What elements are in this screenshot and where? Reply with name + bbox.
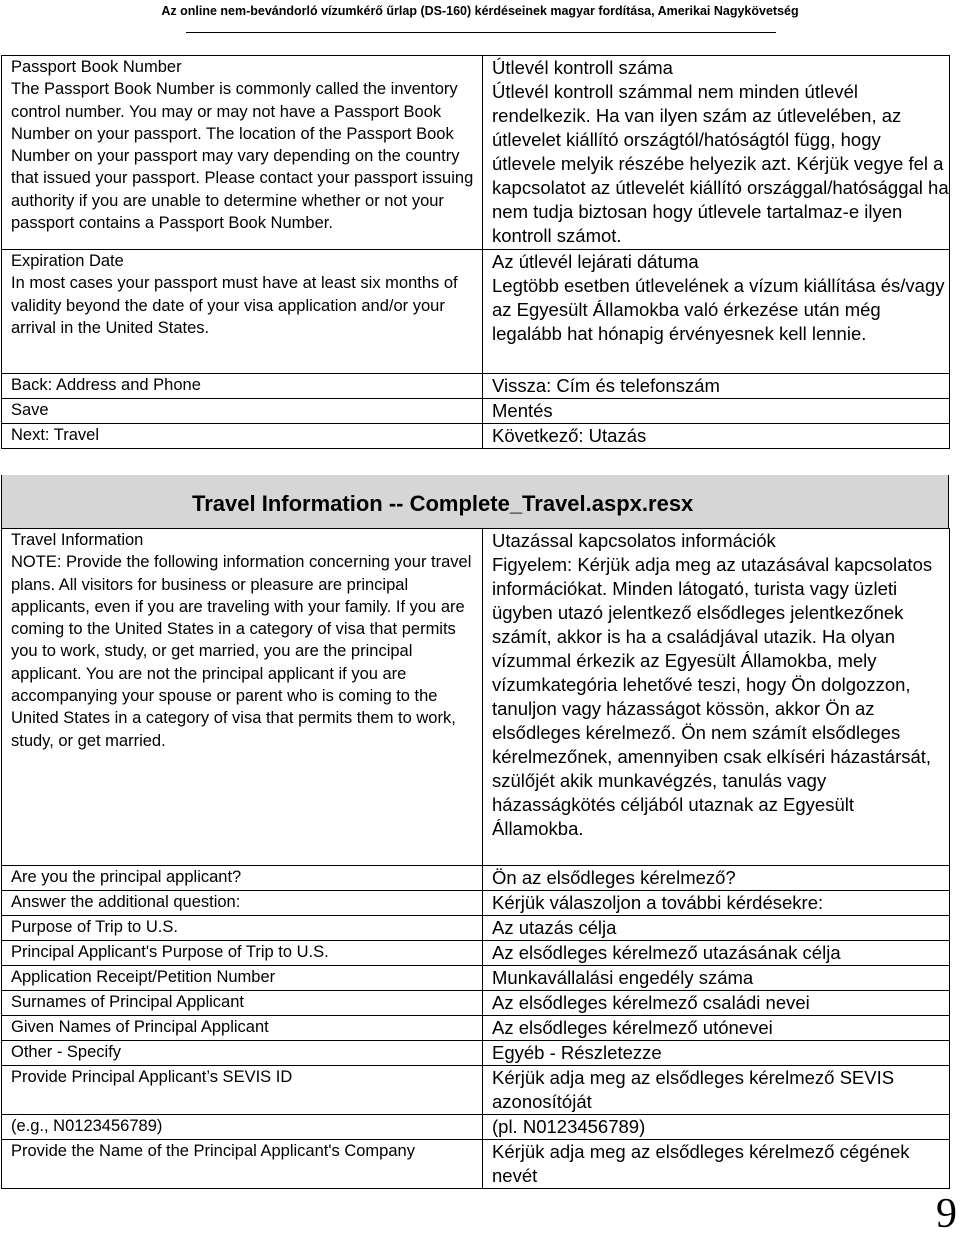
english-text-cell: Application Receipt/Petition Number [2,966,483,991]
hungarian-text-cell: Ön az elsődleges kérelmező? [483,866,950,891]
table-row [2,1066,950,1115]
hungarian-text-cell: Egyéb - Részletezze [483,1041,950,1066]
english-text-cell: Surnames of Principal Applicant [2,991,483,1016]
table-row [2,916,950,941]
table-row [2,941,950,966]
table-row [2,1140,950,1189]
english-text-cell: Answer the additional question: [2,891,483,916]
hungarian-text-cell: Mentés [483,399,950,424]
hungarian-text-cell: Az útlevél lejárati dátuma Legtöbb esetben útlevelének a vízum kiállítása és/vagy az Egyesült Államokba való érkezése után még legalább hat hónapig érvényesnek kell lennie. [483,250,950,374]
hungarian-text-cell: Kérjük válaszoljon a további kérdésekre: [483,891,950,916]
header-underline [186,32,776,33]
english-text-cell: Save [2,399,483,424]
english-text-cell: Next: Travel [2,424,483,449]
hungarian-text-cell: Az elsődleges kérelmező utazásának célja [483,941,950,966]
table-row [2,250,950,374]
table-row [2,891,950,916]
english-text-cell: Passport Book Number The Passport Book Number is commonly called the inventory control number. You may or may not have a Passport Book Number on your passport. The location of the Passport Book Number on your passport may vary depending on the country that issued your passport. Please contact your passport issuing authority if you are unable to determine whether or not your passport contains a Passport Book Number. [2,56,483,250]
english-text-cell: Purpose of Trip to U.S. [2,916,483,941]
english-text-cell: Given Names of Principal Applicant [2,1016,483,1041]
hungarian-text-cell: Az elsődleges kérelmező utónevei [483,1016,950,1041]
hungarian-text-cell: Vissza: Cím és telefonszám [483,374,950,399]
english-text-cell: Travel Information NOTE: Provide the following information concerning your travel plans. All visitors for business or pleasure are principal applicants, even if you are traveling with your family. If you are coming to the United States in a category of visa that permits you to work, study, or get married, you are the principal applicant. You are not the principal applicant if you are accompanying your spouse or parent who is coming to the United States in a category of visa that permits them to work, study, or get married. [2,529,483,866]
table-row [2,991,950,1016]
english-text-cell: Provide Principal Applicant’s SEVIS ID [2,1066,483,1115]
page-number: 9 [936,1191,957,1237]
english-text-cell: (e.g., N0123456789) [2,1115,483,1140]
translation-table-travel [1,528,950,1189]
english-text-cell: Other - Specify [2,1041,483,1066]
hungarian-text-cell: Kérjük adja meg az elsődleges kérelmező SEVIS azonosítóját [483,1066,950,1115]
hungarian-text-cell: Az utazás célja [483,916,950,941]
table-row [2,1115,950,1140]
table-row [2,966,950,991]
hungarian-text-cell: Kérjük adja meg az elsődleges kérelmező cégének nevét [483,1140,950,1189]
section-title: Travel Information -- Complete_Travel.aspx.resx [192,491,694,516]
hungarian-text-cell: (pl. N0123456789) [483,1115,950,1140]
table-row [2,1041,950,1066]
english-text-cell: Provide the Name of the Principal Applicant's Company [2,1140,483,1189]
table-row [2,56,950,250]
english-text-cell: Back: Address and Phone [2,374,483,399]
hungarian-text-cell: Munkavállalási engedély száma [483,966,950,991]
table-row [2,1016,950,1041]
table-row [2,399,950,424]
page-header: Az online nem-bevándorló vízumkérő űrlap (DS-160) kérdéseinek magyar fordítása, Amerikai Nagykövetség [161,4,799,18]
table-row [2,866,950,891]
english-text-cell: Principal Applicant's Purpose of Trip to U.S. [2,941,483,966]
table-row [2,424,950,449]
table-row [2,529,950,866]
hungarian-text-cell: Útlevél kontroll száma Útlevél kontroll számmal nem minden útlevél rendelkezik. Ha van ilyen szám az útlevelében, az útlevelet kiállító országtól/hatóságtól függ, hogy útlevele melyik részébe helyezik azt. Kérjük vegye fel a kapcsolatot az útlevelét kiállító országgal/hatósággal ha nem tudja biztosan hogy útlevele tartalmaz-e ilyen kontroll számot. [483,56,950,250]
table-row [2,374,950,399]
english-text-cell: Are you the principal applicant? [2,866,483,891]
english-text-cell: Expiration Date In most cases your passport must have at least six months of validity beyond the date of your visa application and/or your arrival in the United States. [2,250,483,374]
hungarian-text-cell: Utazással kapcsolatos információk Figyelem: Kérjük adja meg az utazásával kapcsolatos információkat. Minden látogató, turista vagy üzleti ügyben utazó jelentkező elsődleges jelentkezőnek számít, akkor is ha a családjával utazik. Ha olyan vízummal érkezik az Egyesült Államokba, mely vízumkategória lehetővé teszi, hogy Ön dolgozzon, tanuljon vagy házasságot kössön, akkor Ön az elsődleges kérelmező. Ön nem számít elsődleges kérelmezőnek, amennyiben csak elkíséri házastársát, szülőjét akik munkavégzés, tanulás vagy házasságkötés céljából utaznak az Egyesült Államokba. [483,529,950,866]
hungarian-text-cell: Következő: Utazás [483,424,950,449]
hungarian-text-cell: Az elsődleges kérelmező családi nevei [483,991,950,1016]
translation-table-passport [1,55,950,449]
